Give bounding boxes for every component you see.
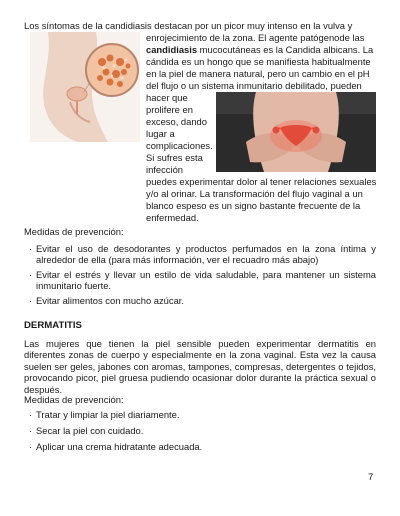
section-heading: DERMATITIS [24,320,82,331]
intro-line: Si sufres esta [146,152,203,163]
intro-line: en la piel de manera natural, pero un cambio en el pH [146,68,370,79]
bold-term: candidiasis [146,44,198,55]
bullet-icon: · [29,243,33,254]
intro-line: blanco espeso es un signo bastante frecuente de la [146,200,361,211]
list-item: Evitar alimentos con mucho azúcar. [36,295,184,306]
intro-line-rest: mucocutáneas es la Candida albicans. La [197,44,374,55]
bullet-icon: · [29,441,33,452]
section-body: Las mujeres que tienen la piel sensible pueden experimentar dermatitis en diferentes zonas de cuerpo y especialmente en la zona vaginal. Esta vez la causa suelen ser geles, jabones con aromas, tampones, compresas, detergentes o tejidos, provocando picor, piel gruesa pudiendo ocasionar dolor durante la práctica sexual o después. [24,338,376,395]
intro-line: complicaciones. [146,140,213,151]
intro-line: enfermedad. [146,212,199,223]
bullet-icon: · [29,425,33,436]
prevention-title: Medidas de prevención: [24,394,124,405]
intro-line: infección [146,164,184,175]
intro-line: del flujo o un sistema inmunitario debilitado, pueden [146,80,362,91]
intro-line: prolifere en [146,104,193,115]
intro-line: y/o al orinar. La transformación del flujo vaginal a un [146,188,363,199]
prevention-title: Medidas de prevención: [24,226,124,237]
uterus-pain-photo [216,92,376,172]
page-number: 7 [368,472,374,483]
candida-anatomy-illustration [30,32,140,142]
intro-line: lugar a [146,128,175,139]
bullet-icon: · [29,269,33,280]
list-item: Secar la piel con cuidado. [36,425,144,436]
intro-line: puedes experimentar dolor al tener relaciones sexuales [146,176,377,187]
bullet-icon: · [29,295,33,306]
intro-line: enrojecimiento de la zona. El agente patógenode las [146,32,365,43]
intro-line: exceso, dando [146,116,207,127]
intro-line: Los síntomas de la candidiasis destacan por un picor muy intenso en la vulva y [24,20,353,31]
list-item: Evitar el uso de desodorantes y productos perfumados en la zona íntima y alrededor de ella (para más información, ver el recuadro más abajo) [36,243,376,266]
list-item: Evitar el estrés y llevar un estilo de vida saludable, para mantener un sistema inmunitario fuerte. [36,269,376,292]
intro-line [146,44,373,55]
intro-line: cándida es un hongo que se manifiesta habitualmente [146,56,371,67]
intro-line: hacer que [146,92,188,103]
list-item: Aplicar una crema hidratante adecuada. [36,441,203,452]
list-item: Tratar y limpiar la piel diariamente. [36,409,180,420]
bullet-icon: · [29,409,33,420]
